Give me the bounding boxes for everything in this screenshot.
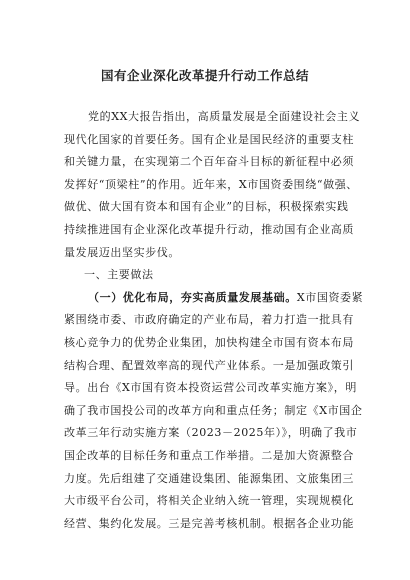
text-line: 发挥好“顶梁柱”的作用。近年来，X市国资委围绕“做强、 [64, 177, 358, 191]
text-line [64, 287, 364, 310]
text-line: 紧围绕市委、市政府确定的产业布局，着力打造一批具有 [64, 313, 354, 327]
text-line: 核心竞争力的优势企业集团，加快构建全市国有资本布局 [64, 335, 354, 349]
document-title: 国有企业深化改革提升行动工作总结 [100, 68, 309, 83]
document-body [64, 106, 364, 535]
text-line: 改革三年行动实施方案（2023－2025年）》，明确了我市 [64, 426, 358, 440]
text-line: 力度。先后组建了交通建设集团、能源集团、文旅集团三 [64, 471, 354, 485]
text-line: 持续推进国有企业深化改革提升行动，推动国有企业高质 [64, 222, 354, 236]
subsection-heading: （一）优化布局，夯实高质量发展基础。 [88, 290, 297, 304]
text-line: 导。出台《X市国有资本投资运营公司改革实施方案》，明 [64, 381, 357, 395]
text-line: 确了我市国投公司的改革方向和重点任务；制定《X市国企 [64, 403, 363, 417]
text-line: 大市级平台公司，将相关企业纳入统一管理，实现规模化 [64, 494, 354, 508]
section-heading: 一、主要做法 [84, 268, 154, 282]
text-line: 经营、集约化发展。三是完善考核机制。根据各企业功能 [64, 516, 354, 530]
text-line: 现代化国家的首要任务。国有企业是国民经济的重要支柱 [64, 132, 354, 146]
text-line-rest: X市国资委紧 [296, 290, 364, 304]
text-line: 量发展迈出坚实步伐。 [64, 245, 180, 259]
text-line: 和关键力量，在实现第二个百年奋斗目标的新征程中必须 [64, 155, 354, 169]
text-line: 做优、做大国有资本和国有企业”的目标，积极探索实践 [64, 200, 349, 214]
text-line: 结构合理、配置效率高的现代产业体系。一是加强政策引 [64, 358, 354, 372]
text-line: 党的XX大报告指出，高质量发展是全面建设社会主义 [88, 110, 361, 123]
text-line: 国企改革的目标任务和重点工作举措。二是加大资源整合 [64, 448, 354, 462]
